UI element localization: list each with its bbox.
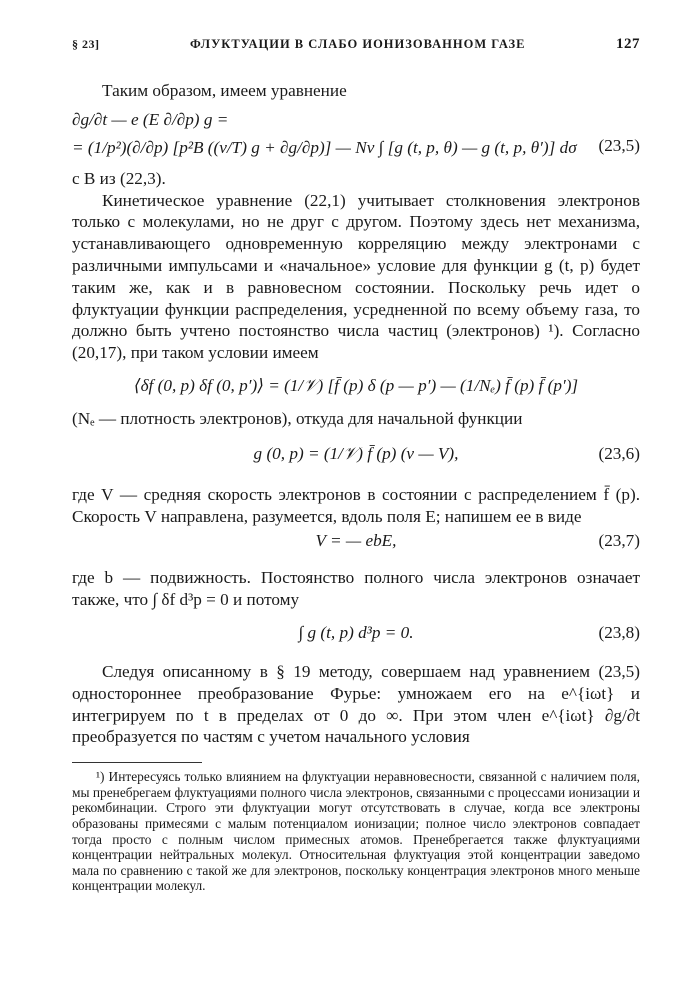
- equation-text: = (1/p²)(∂/∂p) [p²B ((v/T) g + ∂g/∂p)] — Nv ∫ [g (t, p, θ) — g (t, p, θ′)] dσ: [72, 137, 577, 157]
- equation-23-8: [72, 621, 640, 645]
- equation-23-6: [72, 442, 640, 466]
- intro-line: Таким образом, имеем уравнение: [102, 81, 347, 100]
- section-reference: § 23]: [72, 37, 100, 51]
- equation-23-7: [72, 529, 640, 553]
- paragraph-mobility: где b — подвижность. Постоянство полного числа электронов означает также, что ∫ δf d³p = 0 и потому: [72, 568, 640, 610]
- paragraph-kinetic-equation: Кинетическое уравнение (22,1) учитывает столкновения электронов только с молекулами, но не друг с другом. Поэтому здесь нет механизма, устанавливающего одновременную корреляцию между электронами с различными импульсами и «начальное» условие для функции g (t, p) будет таким же, как и в равновесном состоянии. Поскольку речь идет о флуктуации функции распределения, усредненной по всему объему газа, то должно быть учтено постоянство числа частиц (электронов) ¹). Согласно (20,17), при таком условии имеем: [72, 190, 640, 363]
- running-header: [72, 36, 640, 66]
- equation-23-5-line-1: [72, 108, 640, 132]
- equation-text: ⟨δf (0, p) δf (0, p′)⟩ = (1/𝒱) [f̄ (p) δ (p — p′) — (1/Nₑ) f̄ (p) f̄ (p′)]: [133, 375, 579, 395]
- equation-number: (23,7): [598, 531, 640, 551]
- equation-text: g (0, p) = (1/𝒱) f̄ (p) (v — V),: [253, 443, 459, 463]
- page-number: 127: [616, 36, 640, 52]
- book-page: [72, 28, 640, 894]
- paragraph-electron-density: (Nₑ — плотность электронов), откуда для начальной функции: [72, 408, 523, 428]
- equation-text: ∂g/∂t — e (E ∂/∂p) g =: [72, 109, 229, 129]
- paragraph-mean-velocity: где V — средняя скорость электронов в состоянии с распределением f̄ (p). Скорость V направлена, разумеется, вдоль поля E; напишем ее в виде: [72, 484, 640, 526]
- equation-number: (23,8): [598, 622, 640, 642]
- equation-correlation: [72, 374, 640, 398]
- running-title: ФЛУКТУАЦИИ В СЛАБО ИОНИЗОВАННОМ ГАЗЕ: [190, 37, 526, 51]
- footnote: ¹) Интересуясь только влиянием на флуктуации неравновесности, связанной с наличием поля, мы пренебрегаем флуктуациями полного числа электронов, связанными с процессами ионизации и рекомбинации. Строго эти флуктуации могут отсутствовать в случае, когда все электроны образованы примесями с малым потенциалом ионизации; полное число электронов совпадает тогда просто с полным числом примесных атомов. Пренебрегается также флуктуациями концентрации нейтральных молекул. Относительная флуктуация этой концентрации заведомо мала по сравнению с такой же для электронов, поскольку концентрация электронов много меньше концентрации молекул.: [72, 769, 640, 894]
- footnote-divider: [72, 762, 202, 763]
- equation-number: (23,5): [598, 135, 640, 155]
- b-reference-line: с B из (22,3).: [72, 168, 166, 188]
- equation-text: V = — ebE,: [315, 531, 397, 551]
- equation-23-5-line-2: [72, 136, 640, 160]
- paragraph-fourier-transform: Следуя описанному в § 19 методу, совершаем над уравнением (23,5) одностороннее преобразование Фурье: умножаем его на e^{iωt} и интегрируем по t в пределах от 0 до ∞. При этом член e^{iωt} ∂g/∂t преобразуется по частям с учетом начального условия: [72, 661, 640, 747]
- equation-text: ∫ g (t, p) d³p = 0.: [298, 622, 414, 642]
- equation-number: (23,6): [598, 443, 640, 463]
